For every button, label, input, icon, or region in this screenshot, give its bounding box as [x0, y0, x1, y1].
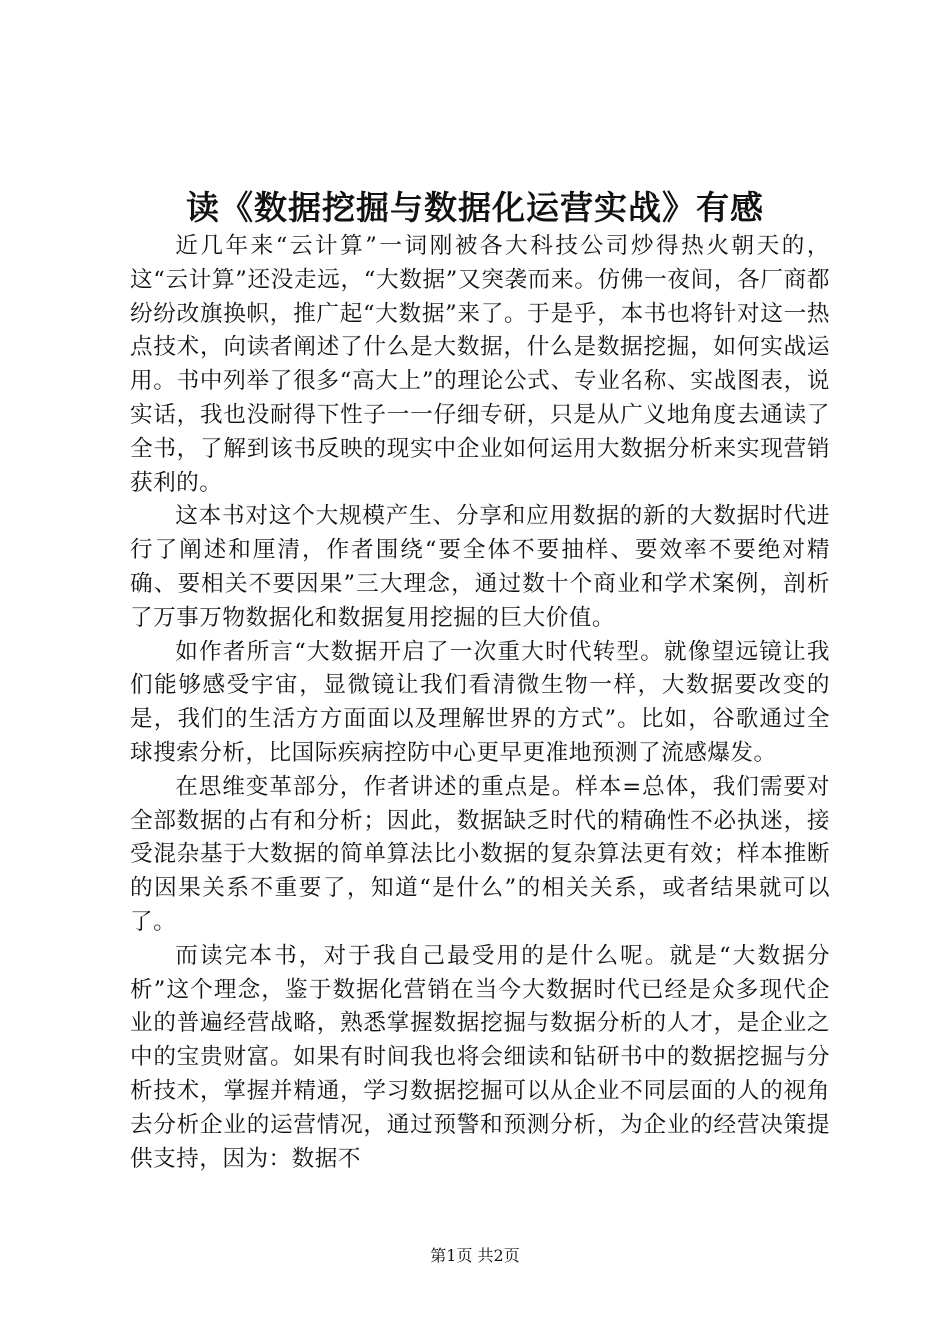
paragraph-3: 如作者所言“大数据开启了一次重大时代转型。就像望远镜让我们能够感受宇宙，显微镜让我们看清微生物一样，大数据要改变的是，我们的生活方方面面以及理解世界的方式”。比如，谷歌通过全球搜索分析，比国际疾病控防中心更早更准地预测了流感爆发。 [130, 638, 830, 766]
paragraph-5: 而读完本书，对于我自己最受用的是什么呢。就是“大数据分析”这个理念，鉴于数据化营销在当今大数据时代已经是众多现代企业的普遍经营战略，熟悉掌握数据挖掘与数据分析的人才，是企业之中的宝贵财富。如果有时间我也将会细读和钻研书中的数据挖掘与分析技术，掌握并精通，学习数据挖掘可以从企业不同层面的人的视角去分析企业的运营情况，通过预警和预测分析，为企业的经营决策提供支持，因为：数据不 [130, 942, 830, 1172]
paragraph-1: 近几年来“云计算”一词刚被各大科技公司炒得热火朝天的，这“云计算”还没走远，“大数据”又突袭而来。仿佛一夜间，各厂商都纷纷改旗换帜，推广起“大数据”来了。于是乎，本书也将针对这一热点技术，向读者阐述了什么是大数据，什么是数据挖掘，如何实战运用。书中列举了很多“高大上”的理论公式、专业名称、实战图表，说实话，我也没耐得下性子一一仔细专研，只是从广义地角度去通读了全书，了解到该书反映的现实中企业如何运用大数据分析来实现营销获利的。 [130, 233, 830, 496]
paragraph-2: 这本书对这个大规模产生、分享和应用数据的新的大数据时代进行了阐述和厘清，作者围绕“要全体不要抽样、要效率不要绝对精确、要相关不要因果”三大理念，通过数十个商业和学术案例，剖析了万事万物数据化和数据复用挖掘的巨大价值。 [130, 503, 830, 631]
document-body [130, 230, 830, 1176]
paragraph-4: 在思维变革部分，作者讲述的重点是。样本=总体，我们需要对全部数据的占有和分析；因此，数据缺乏时代的精确性不必执迷，接受混杂基于大数据的简单算法比小数据的复杂算法更有效；样本推断的因果关系不重要了，知道“是什么”的相关关系，或者结果就可以了。 [130, 773, 830, 935]
document-title: 读《数据挖掘与数据化运营实战》有感 [186, 188, 764, 227]
page-footer: 第1页 共2页 [430, 1246, 520, 1265]
